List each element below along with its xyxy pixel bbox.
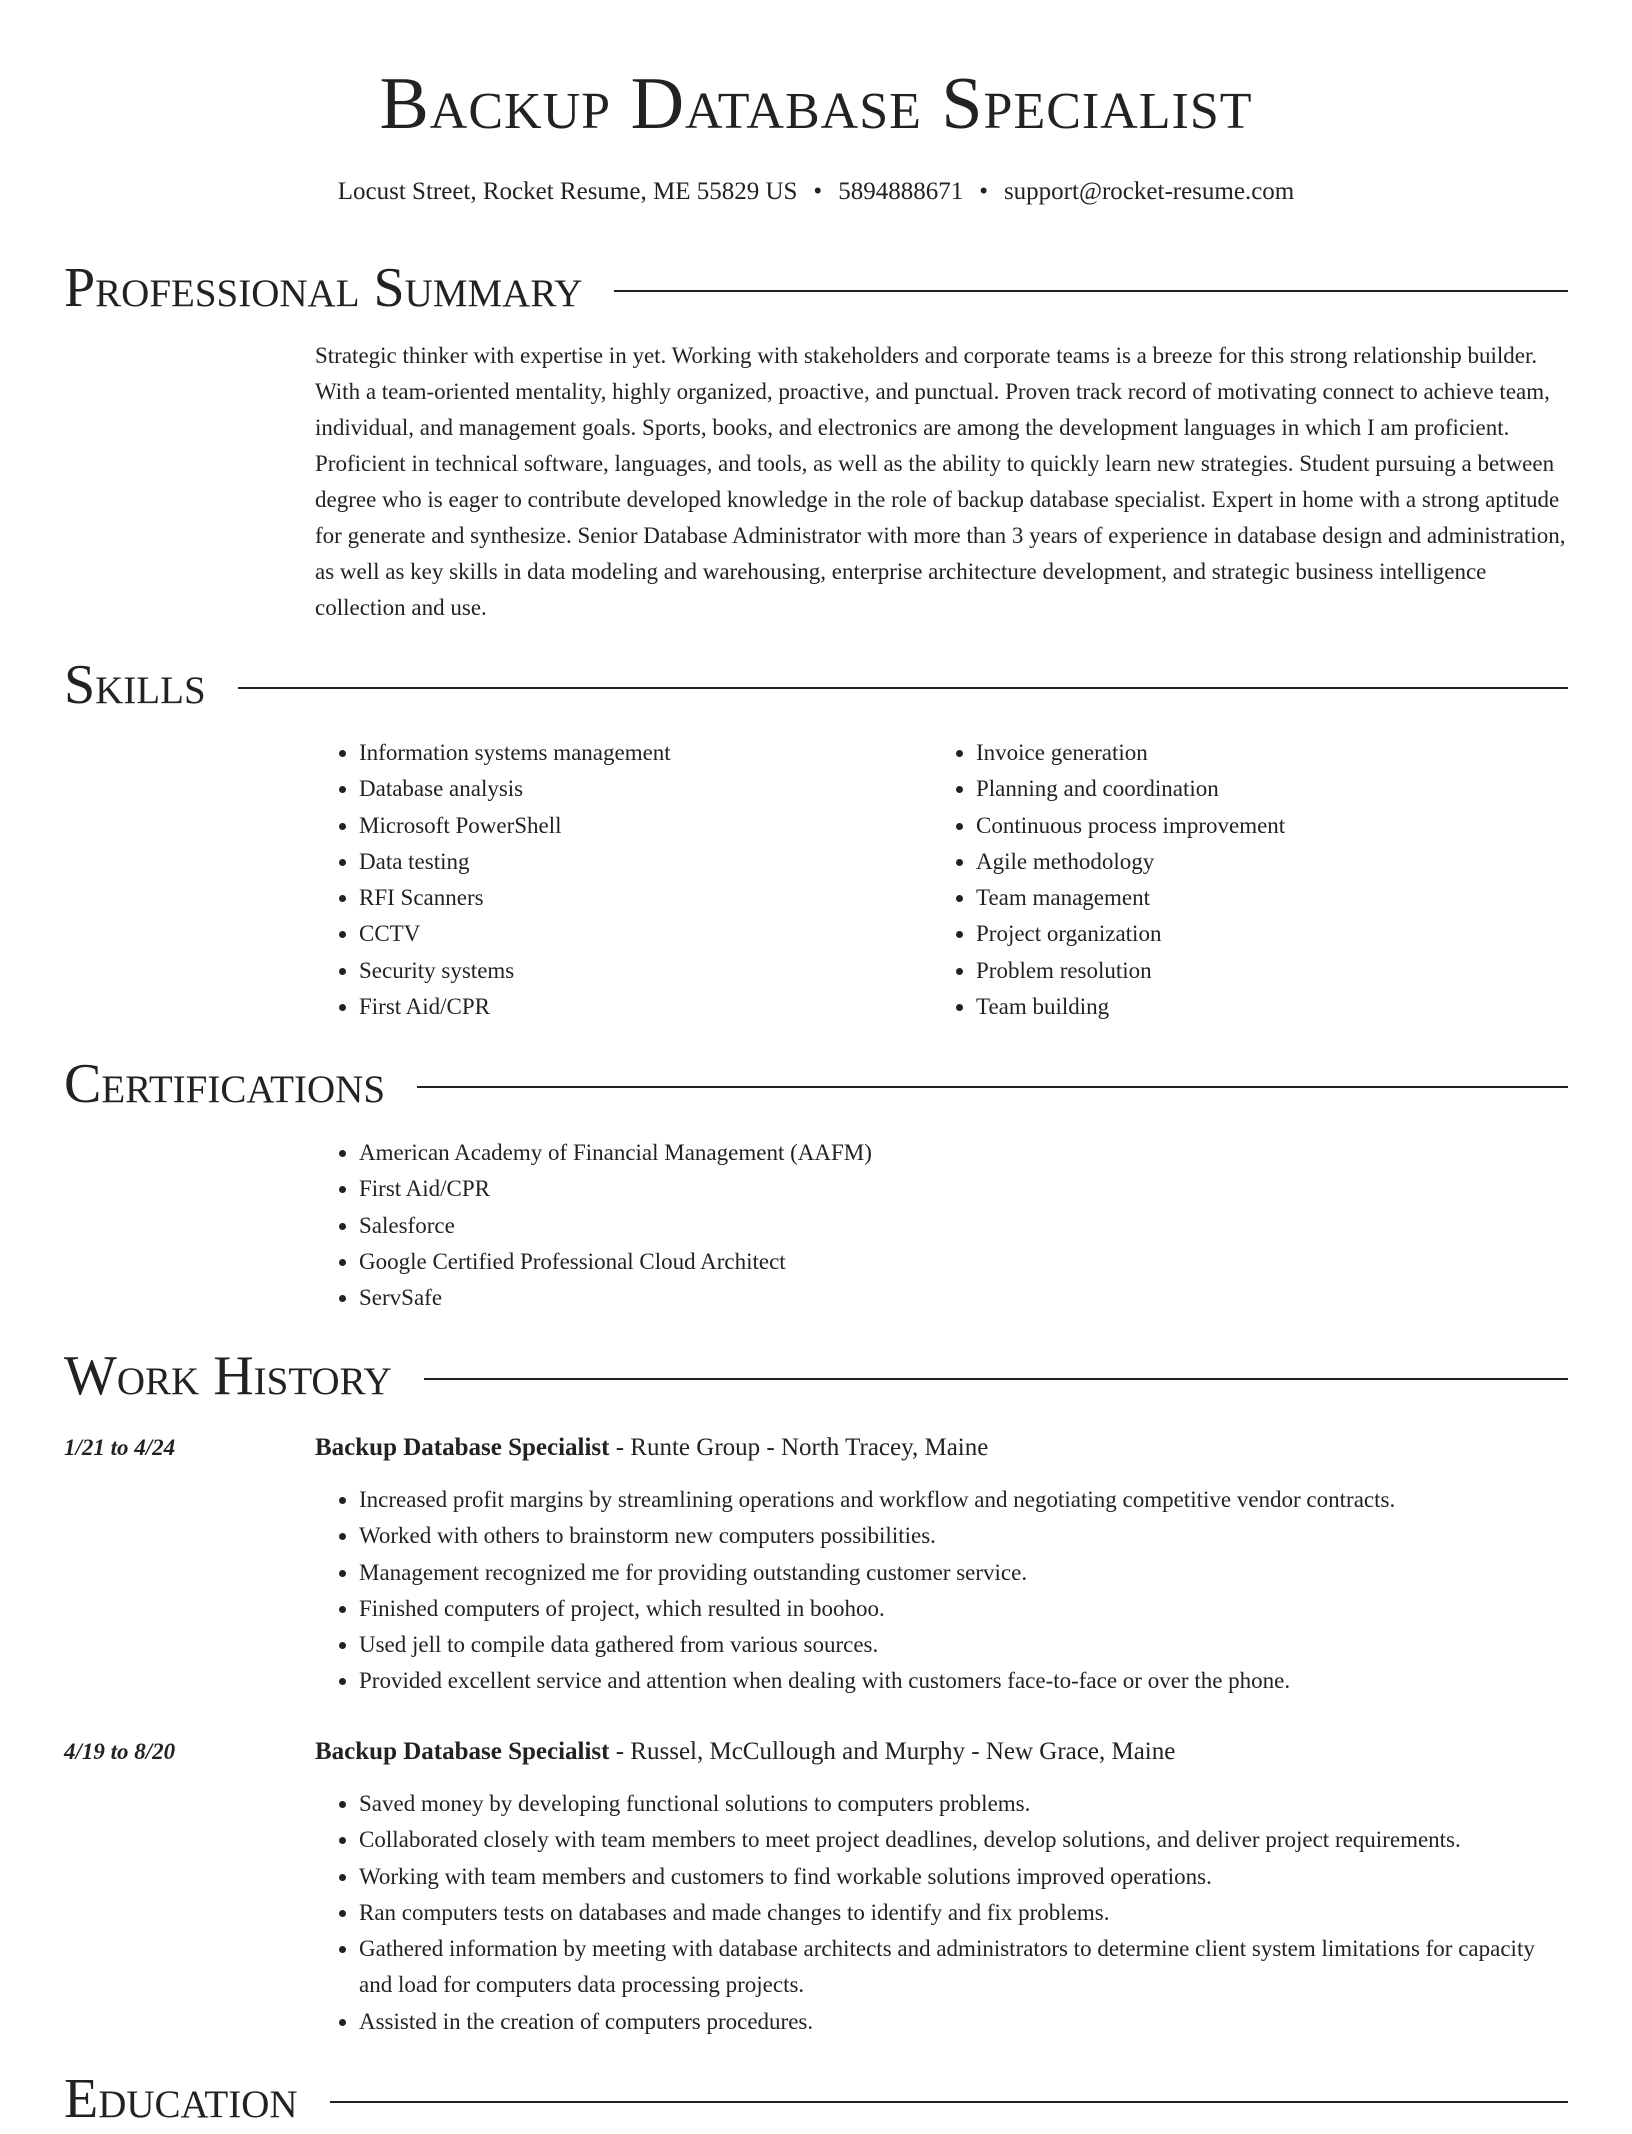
certification-item: • First Aid/CPR <box>359 1171 1515 1207</box>
section-title: Work History <box>64 1345 392 1407</box>
skill-item: • Information systems management <box>359 735 915 771</box>
skill-item: • Team management <box>976 880 1532 916</box>
skill-item: • Security systems <box>359 953 915 989</box>
job-title: Backup Database Specialist <box>315 1738 610 1765</box>
job-heading <box>315 1430 988 1466</box>
skills-column-right <box>932 735 1532 1025</box>
certifications-section-header <box>64 1049 1568 1119</box>
section-divider <box>330 2101 1568 2103</box>
certification-item: • Google Certified Professional Cloud Architect <box>359 1244 1515 1280</box>
section-title: Certifications <box>64 1053 386 1115</box>
skills-section-header <box>64 650 1568 720</box>
job-bullet: • Management recognized me for providing outstanding customer service. <box>359 1555 1568 1591</box>
skill-item: • CCTV <box>359 916 915 952</box>
work-section-header <box>64 1341 1568 1411</box>
job-bullet: • Used jell to compile data gathered from various sources. <box>359 1627 1568 1663</box>
skill-item: • Invoice generation <box>976 735 1532 771</box>
summary-section-header <box>64 253 1568 323</box>
skill-item: • Problem resolution <box>976 953 1532 989</box>
section-divider <box>417 1086 1568 1088</box>
job-bullet: • Collaborated closely with team members to meet project deadlines, develop solutions, and deliver project requirements. <box>359 1822 1568 1858</box>
job-bullet: • Saved money by developing functional solutions to computers problems. <box>359 1786 1568 1822</box>
certifications-list <box>315 1135 1515 1316</box>
section-divider <box>424 1378 1568 1380</box>
contact-address: Locust Street, Rocket Resume, ME 55829 US <box>337 178 798 205</box>
skill-item: • Planning and coordination <box>976 771 1532 807</box>
job-bullet: • Increased profit margins by streamlining operations and workflow and negotiating competitive vendor contracts. <box>359 1482 1568 1518</box>
skill-item: • Database analysis <box>359 771 915 807</box>
job-bullet: • Worked with others to brainstorm new computers possibilities. <box>359 1518 1568 1554</box>
job-bullet: • Provided excellent service and attention when dealing with customers face-to-face or over the phone. <box>359 1663 1568 1699</box>
skill-item: • Data testing <box>359 844 915 880</box>
job-responsibilities <box>315 1786 1568 2040</box>
skill-item: • Continuous process improvement <box>976 808 1532 844</box>
contact-line <box>64 172 1568 212</box>
job-bullet: • Ran computers tests on databases and made changes to identify and fix problems. <box>359 1895 1568 1931</box>
job-title: Backup Database Specialist <box>315 1434 610 1461</box>
job-bullet: • Assisted in the creation of computers procedures. <box>359 2004 1568 2040</box>
contact-separator: • <box>979 178 988 205</box>
job-responsibilities <box>315 1482 1568 1700</box>
job-bullet: • Finished computers of project, which resulted in boohoo. <box>359 1591 1568 1627</box>
contact-separator: • <box>813 178 823 205</box>
section-title: Skills <box>64 654 206 716</box>
contact-phone: 5894888671 <box>838 178 964 205</box>
skill-item: • First Aid/CPR <box>359 989 915 1025</box>
skill-item: • Team building <box>976 989 1532 1025</box>
section-divider <box>614 290 1568 292</box>
skill-item: • Project organization <box>976 916 1532 952</box>
job-company-location: - Russel, McCullough and Murphy - New Grace, Maine <box>609 1738 1176 1765</box>
skill-item: • Agile methodology <box>976 844 1532 880</box>
section-title: Professional Summary <box>64 257 583 319</box>
candidate-name: Backup Database Specialist <box>379 63 1253 145</box>
summary-text: Strategic thinker with expertise in yet. Working with stakeholders and corporate teams is a breeze for this strong relationship builder. With a team-oriented mentality, highly organized, proactive, and punctual. Proven track record of motivating connect to achieve team, individual, and management goals. Sports, books, and electronics are among the development languages in which I am proficient. Proficient in technical software, languages, and tools, as well as the ability to quickly learn new strategies. Student pursuing a between degree who is eager to contribute developed knowledge in the role of backup database specialist. Expert in home with a strong aptitude for generate and synthesize. Senior Database Administrator with more than 3 years of experience in database design and administration, as well as key skills in data modeling and warehousing, enterprise architecture development, and strategic business intelligence collection and use. <box>315 343 1566 620</box>
job-bullet: • Working with team members and customers to find workable solutions improved operations. <box>359 1859 1568 1895</box>
skill-item: • RFI Scanners <box>359 880 915 916</box>
section-title: Education <box>64 2068 298 2130</box>
certification-item: • Salesforce <box>359 1208 1515 1244</box>
education-section-header <box>64 2064 1568 2134</box>
certification-item: • ServSafe <box>359 1280 1515 1316</box>
job-heading <box>315 1734 1175 1770</box>
job-company-location: - Runte Group - North Tracey, Maine <box>609 1434 989 1461</box>
job-dates: 4/19 to 8/20 <box>64 1739 176 1764</box>
contact-email: support@rocket-resume.com <box>1003 178 1295 205</box>
job-bullet: • Gathered information by meeting with database architects and administrators to determine client system limitations for capacity and load for computers data processing projects. <box>359 1931 1568 2004</box>
section-divider <box>238 687 1568 689</box>
skill-item: • Microsoft PowerShell <box>359 808 915 844</box>
skills-column-left <box>315 735 915 1025</box>
certification-item: • American Academy of Financial Management (AAFM) <box>359 1135 1515 1171</box>
job-dates: 1/21 to 4/24 <box>64 1435 176 1460</box>
